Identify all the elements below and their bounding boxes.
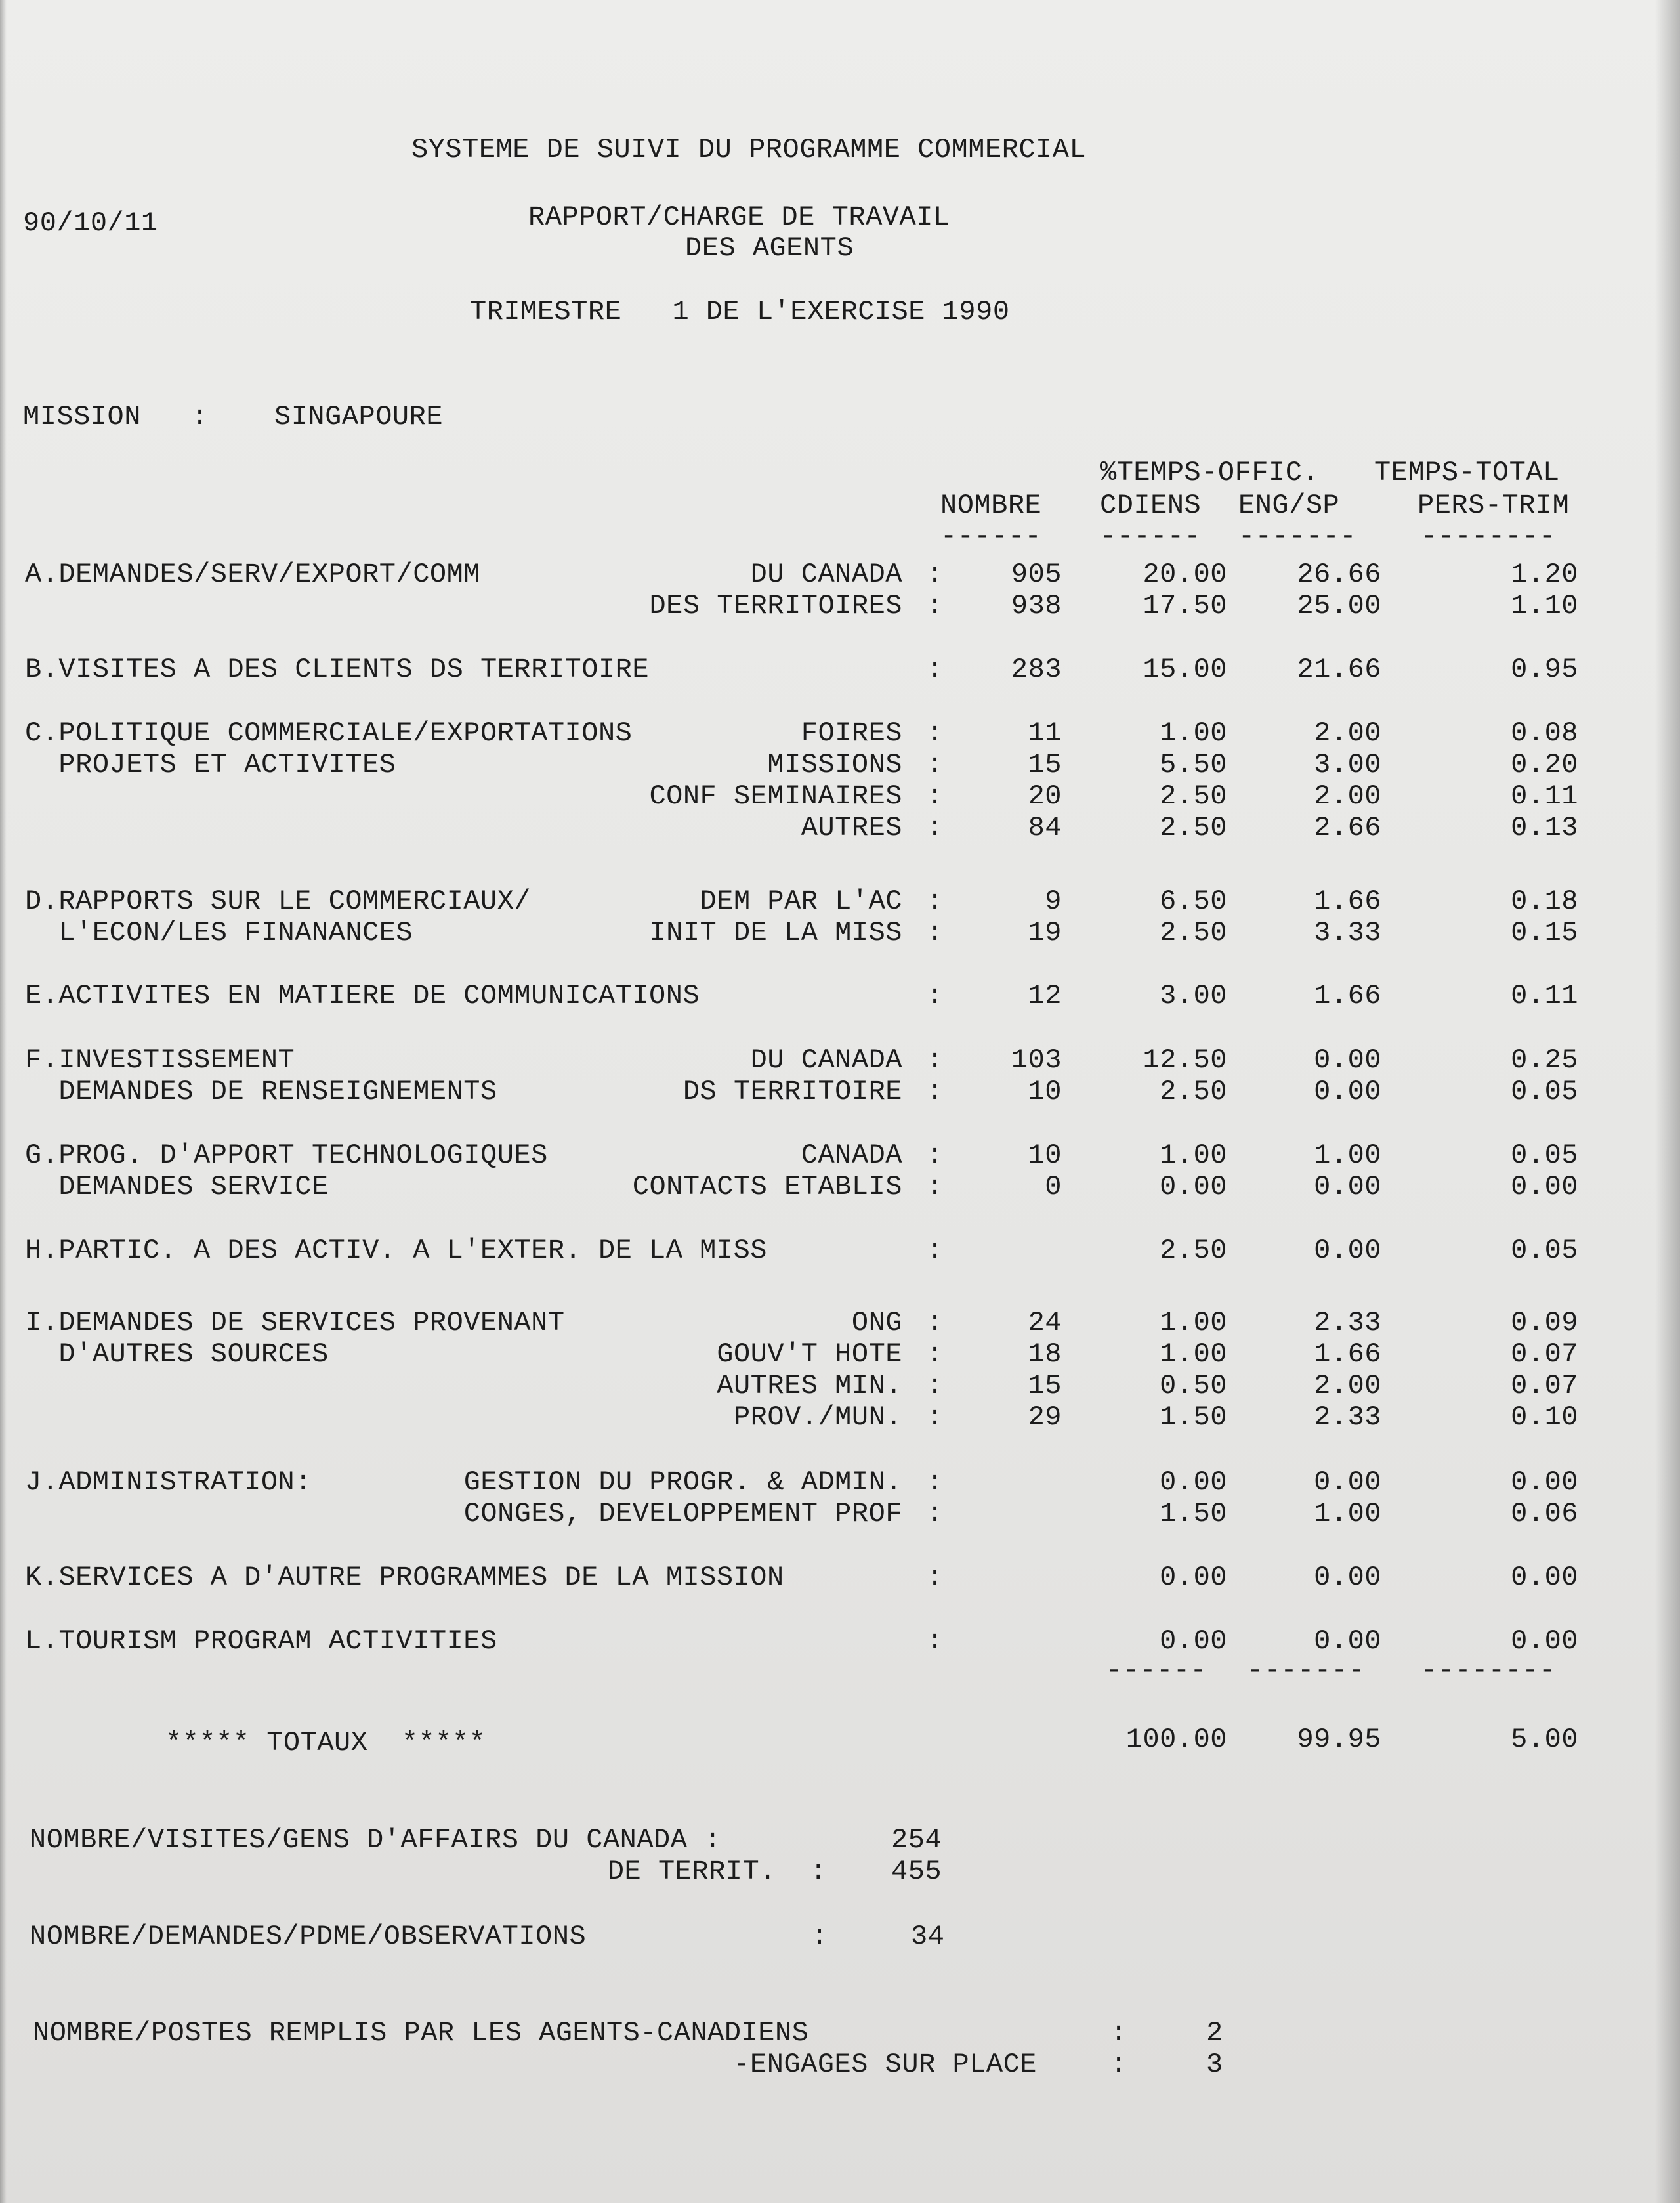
- row-engsp: 1.66: [1314, 886, 1381, 917]
- row-cdiens: 1.00: [1160, 1338, 1227, 1370]
- footer-postes-colon: :: [1110, 2017, 1127, 2049]
- row-nombre: 283: [1011, 654, 1062, 685]
- row-colon: :: [927, 1466, 944, 1498]
- totals-rule-perstrim: --------: [1421, 1655, 1556, 1686]
- row-sublabel: GOUV'T HOTE: [717, 1338, 902, 1370]
- row-sublabel: CONTACTS ETABLIS: [632, 1171, 902, 1203]
- row-sublabel: INIT DE LA MISS: [649, 917, 902, 949]
- row-nombre: 103: [1011, 1044, 1062, 1076]
- row-cdiens: 1.00: [1160, 717, 1227, 749]
- footer-demandes-label: NOMBRE/DEMANDES/PDME/OBSERVATIONS: [30, 1921, 587, 1952]
- row-cdiens: 2.50: [1160, 781, 1227, 812]
- scan-edge-shadow-left: [0, 0, 7, 2203]
- row-colon: :: [927, 590, 944, 622]
- row-label: H.PARTIC. A DES ACTIV. A L'EXTER. DE LA MISS: [25, 1235, 767, 1266]
- row-perstrim: 0.05: [1511, 1140, 1578, 1171]
- row-colon: :: [927, 1140, 944, 1171]
- row-nombre: 905: [1011, 559, 1062, 590]
- row-cdiens: 3.00: [1160, 980, 1227, 1012]
- row-perstrim: 1.20: [1511, 559, 1578, 590]
- row-engsp: 25.00: [1297, 590, 1381, 622]
- row-label: L'ECON/LES FINANANCES: [25, 917, 413, 949]
- row-sublabel: CONF SEMINAIRES: [649, 781, 902, 812]
- row-perstrim: 0.06: [1511, 1498, 1578, 1529]
- row-nombre: 11: [1028, 717, 1062, 749]
- row-perstrim: 0.00: [1511, 1562, 1578, 1593]
- row-engsp: 2.00: [1314, 717, 1381, 749]
- row-cdiens: 0.50: [1160, 1370, 1227, 1401]
- row-engsp: 2.33: [1314, 1307, 1381, 1338]
- row-colon: :: [927, 1171, 944, 1203]
- row-colon: :: [927, 886, 944, 917]
- totals-rule-engsp: -------: [1247, 1655, 1365, 1686]
- row-cdiens: 15.00: [1143, 654, 1227, 685]
- row-engsp: 0.00: [1314, 1076, 1381, 1107]
- row-colon: :: [927, 1562, 944, 1593]
- footer-postes-place-colon: :: [1110, 2049, 1127, 2080]
- row-label: B.VISITES A DES CLIENTS DS TERRITOIRE: [25, 654, 650, 685]
- row-sublabel: ONG: [851, 1307, 902, 1338]
- footer-demandes-value: 34: [911, 1921, 945, 1952]
- row-label: I.DEMANDES DE SERVICES PROVENANT: [25, 1307, 565, 1338]
- row-nombre: 0: [1045, 1171, 1062, 1203]
- row-colon: :: [927, 749, 944, 781]
- col-nombre-header: NOMBRE: [940, 490, 1042, 521]
- row-perstrim: 0.00: [1511, 1466, 1578, 1498]
- row-colon: :: [927, 1498, 944, 1529]
- col-perstrim-rule: --------: [1421, 521, 1556, 552]
- row-colon: :: [927, 1044, 944, 1076]
- col-engsp-header: ENG/SP: [1238, 490, 1340, 521]
- system-title: SYSTEME DE SUIVI DU PROGRAMME COMMERCIAL: [411, 134, 1087, 165]
- row-perstrim: 0.15: [1511, 917, 1578, 949]
- row-perstrim: 1.10: [1511, 590, 1578, 622]
- col-cdiens-rule: ------: [1100, 521, 1202, 552]
- footer-visites-label: NOMBRE/VISITES/GENS D'AFFAIRS DU CANADA :: [30, 1824, 721, 1856]
- row-perstrim: 0.05: [1511, 1235, 1578, 1266]
- row-cdiens: 1.00: [1160, 1140, 1227, 1171]
- row-cdiens: 2.50: [1160, 917, 1227, 949]
- row-nombre: 938: [1011, 590, 1062, 622]
- row-cdiens: 20.00: [1143, 559, 1227, 590]
- row-colon: :: [927, 1370, 944, 1401]
- row-label: J.ADMINISTRATION:: [25, 1466, 312, 1498]
- footer-visites-territ: 455: [891, 1856, 942, 1887]
- row-cdiens: 0.00: [1160, 1171, 1227, 1203]
- row-perstrim: 0.20: [1511, 749, 1578, 781]
- row-sublabel: FOIRES: [801, 717, 902, 749]
- row-nombre: 29: [1028, 1401, 1062, 1433]
- row-colon: :: [927, 1235, 944, 1266]
- row-label: D'AUTRES SOURCES: [25, 1338, 329, 1370]
- row-colon: :: [927, 980, 944, 1012]
- row-perstrim: 0.10: [1511, 1401, 1578, 1433]
- row-sublabel: DES TERRITOIRES: [649, 590, 902, 622]
- report-period: TRIMESTRE 1 DE L'EXERCISE 1990: [470, 296, 1010, 328]
- row-cdiens: 2.50: [1160, 1235, 1227, 1266]
- row-cdiens: 0.00: [1160, 1466, 1227, 1498]
- row-cdiens: 0.00: [1160, 1625, 1227, 1657]
- footer-postes-canadiens: 2: [1206, 2017, 1223, 2049]
- row-label: E.ACTIVITES EN MATIERE DE COMMUNICATIONS: [25, 980, 700, 1012]
- row-perstrim: 0.05: [1511, 1076, 1578, 1107]
- totals-engsp: 99.95: [1297, 1724, 1381, 1755]
- row-colon: :: [927, 1338, 944, 1370]
- row-cdiens: 1.50: [1160, 1498, 1227, 1529]
- row-sublabel: AUTRES MIN.: [717, 1370, 902, 1401]
- row-label: D.RAPPORTS SUR LE COMMERCIAUX/: [25, 886, 532, 917]
- row-engsp: 2.33: [1314, 1401, 1381, 1433]
- row-colon: :: [927, 812, 944, 844]
- row-label: DEMANDES SERVICE: [25, 1171, 329, 1203]
- row-label: L.TOURISM PROGRAM ACTIVITIES: [25, 1625, 497, 1657]
- footer-postes-place: 3: [1206, 2049, 1223, 2080]
- row-perstrim: 0.00: [1511, 1171, 1578, 1203]
- row-label: PROJETS ET ACTIVITES: [25, 749, 396, 781]
- row-nombre: 10: [1028, 1076, 1062, 1107]
- row-perstrim: 0.00: [1511, 1625, 1578, 1657]
- row-sublabel: CONGES, DEVELOPPEMENT PROF: [463, 1498, 902, 1529]
- row-nombre: 15: [1028, 749, 1062, 781]
- row-nombre: 20: [1028, 781, 1062, 812]
- row-colon: :: [927, 1401, 944, 1433]
- mission-value: SINGAPOURE: [274, 401, 444, 433]
- row-sublabel: DU CANADA: [750, 1044, 902, 1076]
- row-nombre: 10: [1028, 1140, 1062, 1171]
- col-perstrim-header: PERS-TRIM: [1418, 490, 1570, 521]
- row-engsp: 0.00: [1314, 1562, 1381, 1593]
- totals-rule-cdiens: ------: [1106, 1655, 1208, 1686]
- row-perstrim: 0.08: [1511, 717, 1578, 749]
- row-sublabel: DEM PAR L'AC: [700, 886, 902, 917]
- row-label: F.INVESTISSEMENT: [25, 1044, 295, 1076]
- col-engsp-rule: -------: [1238, 521, 1356, 552]
- footer-postes-place-label: -ENGAGES SUR PLACE: [733, 2049, 1037, 2080]
- row-sublabel: AUTRES: [801, 812, 902, 844]
- mission-label: MISSION :: [23, 401, 209, 433]
- row-engsp: 1.66: [1314, 1338, 1381, 1370]
- row-sublabel: DU CANADA: [750, 559, 902, 590]
- row-engsp: 1.00: [1314, 1498, 1381, 1529]
- row-perstrim: 0.95: [1511, 654, 1578, 685]
- row-engsp: 0.00: [1314, 1625, 1381, 1657]
- row-cdiens: 1.00: [1160, 1307, 1227, 1338]
- row-label: C.POLITIQUE COMMERCIALE/EXPORTATIONS: [25, 717, 633, 749]
- row-cdiens: 2.50: [1160, 1076, 1227, 1107]
- row-colon: :: [927, 654, 944, 685]
- row-engsp: 0.00: [1314, 1171, 1381, 1203]
- row-nombre: 9: [1045, 886, 1062, 917]
- row-sublabel: MISSIONS: [767, 749, 902, 781]
- col-group-header: %TEMPS-OFFIC.: [1100, 457, 1320, 488]
- col-total-header: TEMPS-TOTAL: [1374, 457, 1560, 488]
- row-nombre: 19: [1028, 917, 1062, 949]
- row-label: A.DEMANDES/SERV/EXPORT/COMM: [25, 559, 481, 590]
- row-sublabel: CANADA: [801, 1140, 902, 1171]
- row-perstrim: 0.13: [1511, 812, 1578, 844]
- row-engsp: 3.00: [1314, 749, 1381, 781]
- row-perstrim: 0.25: [1511, 1044, 1578, 1076]
- row-engsp: 2.00: [1314, 1370, 1381, 1401]
- scan-edge-shadow-right: [1655, 0, 1680, 2203]
- row-colon: :: [927, 1307, 944, 1338]
- row-label: DEMANDES DE RENSEIGNEMENTS: [25, 1076, 497, 1107]
- report-title-line1: RAPPORT/CHARGE DE TRAVAIL: [528, 202, 950, 233]
- report-title-line2: DES AGENTS: [685, 232, 854, 264]
- row-cdiens: 6.50: [1160, 886, 1227, 917]
- row-label: K.SERVICES A D'AUTRE PROGRAMMES DE LA MISSION: [25, 1562, 784, 1593]
- footer-visites-territ-label: DE TERRIT. :: [607, 1856, 827, 1887]
- row-colon: :: [927, 917, 944, 949]
- row-colon: :: [927, 781, 944, 812]
- row-colon: :: [927, 559, 944, 590]
- row-cdiens: 17.50: [1143, 590, 1227, 622]
- row-sublabel: DS TERRITOIRE: [682, 1076, 902, 1107]
- row-nombre: 15: [1028, 1370, 1062, 1401]
- row-cdiens: 1.50: [1160, 1401, 1227, 1433]
- footer-demandes-colon: :: [811, 1921, 828, 1952]
- row-engsp: 2.66: [1314, 812, 1381, 844]
- row-engsp: 21.66: [1297, 654, 1381, 685]
- row-engsp: 0.00: [1314, 1235, 1381, 1266]
- row-engsp: 0.00: [1314, 1466, 1381, 1498]
- footer-visites-canada: 254: [891, 1824, 942, 1856]
- row-nombre: 18: [1028, 1338, 1062, 1370]
- row-nombre: 84: [1028, 812, 1062, 844]
- row-colon: :: [927, 1625, 944, 1657]
- totals-perstrim: 5.00: [1511, 1724, 1578, 1755]
- row-perstrim: 0.07: [1511, 1370, 1578, 1401]
- row-colon: :: [927, 1076, 944, 1107]
- row-engsp: 1.66: [1314, 980, 1381, 1012]
- row-perstrim: 0.11: [1511, 781, 1578, 812]
- row-cdiens: 2.50: [1160, 812, 1227, 844]
- row-engsp: 3.33: [1314, 917, 1381, 949]
- row-engsp: 2.00: [1314, 781, 1381, 812]
- col-cdiens-header: CDIENS: [1100, 490, 1202, 521]
- totals-label: ***** TOTAUX *****: [165, 1727, 486, 1759]
- row-nombre: 24: [1028, 1307, 1062, 1338]
- row-colon: :: [927, 717, 944, 749]
- row-label: G.PROG. D'APPORT TECHNOLOGIQUES: [25, 1140, 548, 1171]
- col-nombre-rule: ------: [940, 521, 1042, 552]
- row-perstrim: 0.07: [1511, 1338, 1578, 1370]
- row-nombre: 12: [1028, 980, 1062, 1012]
- row-engsp: 26.66: [1297, 559, 1381, 590]
- footer-postes-label: NOMBRE/POSTES REMPLIS PAR LES AGENTS-CANADIENS: [33, 2017, 809, 2049]
- row-cdiens: 0.00: [1160, 1562, 1227, 1593]
- totals-cdiens: 100.00: [1125, 1724, 1227, 1755]
- row-perstrim: 0.18: [1511, 886, 1578, 917]
- row-perstrim: 0.11: [1511, 980, 1578, 1012]
- row-sublabel: GESTION DU PROGR. & ADMIN.: [463, 1466, 902, 1498]
- row-engsp: 1.00: [1314, 1140, 1381, 1171]
- row-cdiens: 5.50: [1160, 749, 1227, 781]
- row-cdiens: 12.50: [1143, 1044, 1227, 1076]
- row-sublabel: PROV./MUN.: [733, 1401, 902, 1433]
- row-engsp: 0.00: [1314, 1044, 1381, 1076]
- report-date: 90/10/11: [23, 207, 158, 239]
- row-perstrim: 0.09: [1511, 1307, 1578, 1338]
